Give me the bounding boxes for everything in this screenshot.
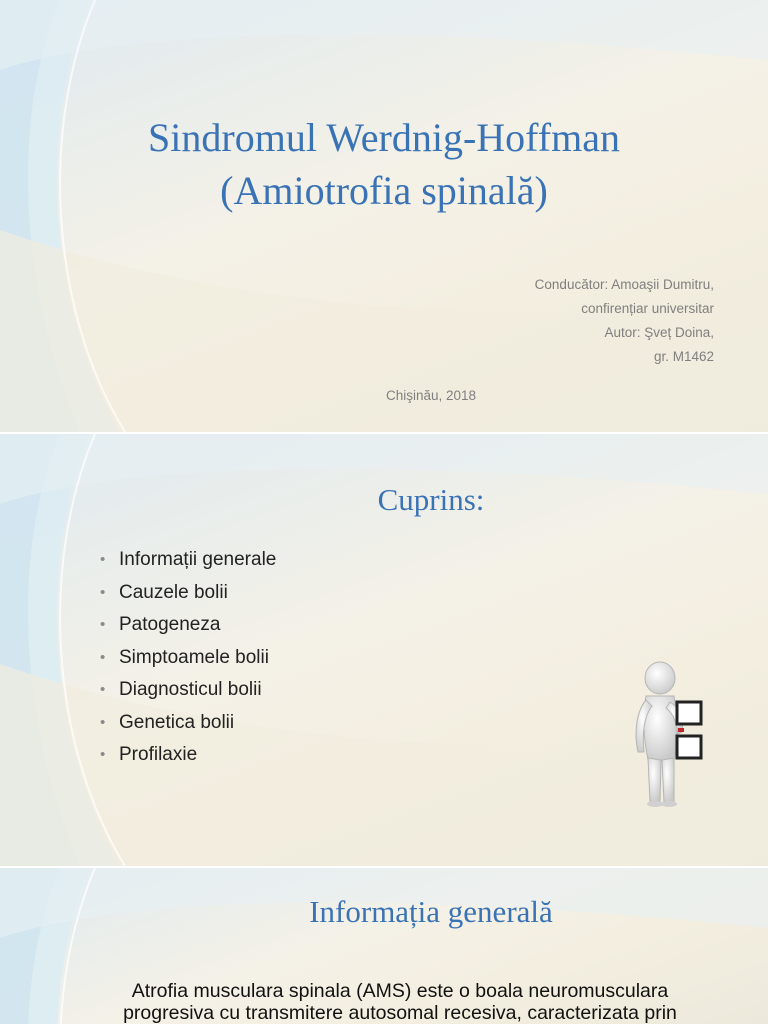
list-item	[100, 674, 276, 707]
paragraph-line-1: Atrofia musculara spinala (AMS) este o boala neuromusculara	[131, 980, 669, 1002]
title-line-1: Sindromul Werdnig-Hoffman	[148, 115, 620, 160]
list-item	[100, 642, 276, 675]
item-label: Cauzele bolii	[119, 581, 228, 603]
slide-contents	[0, 434, 768, 866]
item-label: Genetica bolii	[119, 711, 235, 733]
bullet: •	[100, 681, 106, 698]
section-title: Informația generală	[309, 894, 553, 929]
item-label: Informații generale	[119, 549, 277, 570]
item-label: Profilaxie	[119, 744, 198, 765]
title-line-2: (Amiotrofia spinală)	[220, 168, 548, 213]
slide-title	[0, 0, 768, 432]
author: Autor: Şveț Doina,	[604, 325, 714, 340]
item-label: Patogeneza	[119, 614, 221, 635]
bullet: •	[100, 746, 106, 763]
group: gr. M1462	[653, 349, 714, 364]
list-item	[100, 544, 276, 577]
paragraph	[60, 980, 740, 1024]
paragraph-line-2: progresiva cu transmitere autosomal recesiva, caracterizata prin	[123, 1002, 677, 1024]
item-label: Simptoamele bolii	[119, 646, 269, 668]
bullet: •	[100, 551, 106, 568]
bullet: •	[100, 713, 106, 731]
list-item	[100, 609, 276, 642]
bullet: •	[100, 648, 106, 666]
list-item	[100, 577, 276, 610]
bullet: •	[100, 616, 106, 633]
supervisor-title: confirențiar universitar	[581, 301, 714, 316]
slide-general-info	[0, 868, 768, 1024]
checklist-person-icon	[626, 660, 716, 810]
contents-title: Cuprins:	[377, 482, 485, 517]
bullet: •	[100, 583, 106, 601]
supervisor: Conducător: Amoaşii Dumitru,	[534, 277, 714, 292]
date-location: Chişinău, 2018	[385, 388, 477, 403]
contents-list	[100, 544, 276, 772]
item-label: Diagnosticul bolii	[119, 679, 262, 700]
list-item	[100, 707, 276, 740]
list-item	[100, 739, 276, 772]
author-info	[535, 273, 714, 369]
